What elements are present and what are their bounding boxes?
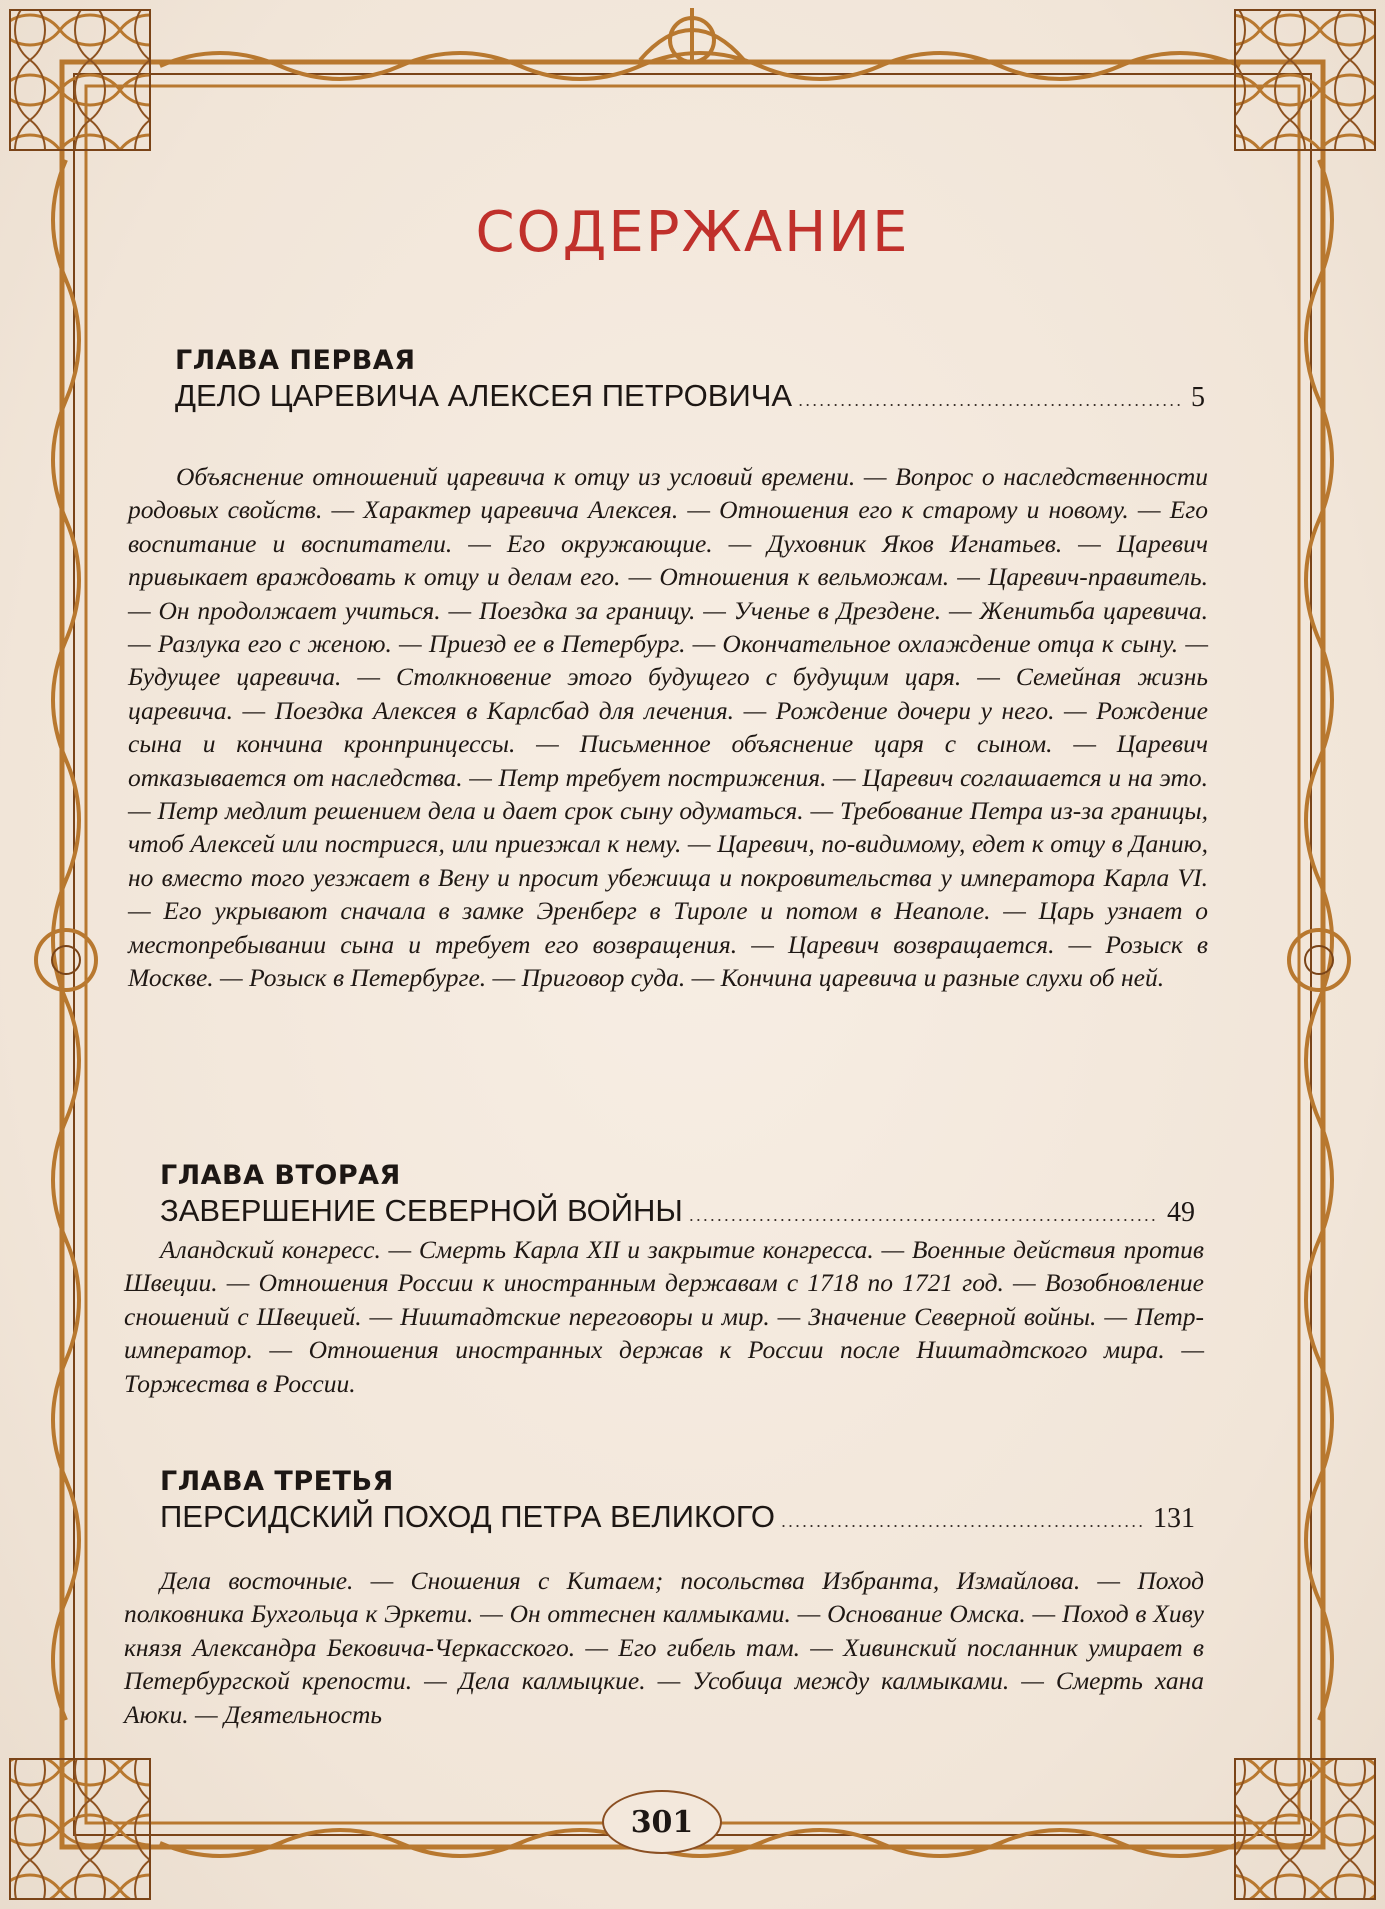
- chapter-page-number: 5: [1191, 382, 1205, 413]
- page-number-badge: 301: [602, 1790, 722, 1854]
- leader-dots: [781, 1511, 1143, 1532]
- chapter-summary: Объяснение отношений царевича к отцу из условий времени. — Вопрос о наследственности родовых свойств. — Характер царевича Алексея. — Отношения его к старому и новому. — Его воспитание и воспитатели. — Его окружающие. — Духовник Яков Игнатьев. — Царевич привыкает враждовать к отцу и делам его. — Отношения к вельможам. — Царевич-правитель. — Он продолжает учиться. — Поездка за границу. — Ученье в Дрездене. — Женитьба царевича. — Разлука его с женою. — Приезд ее в Петербург. — Окончательное охлаждение отца к сыну. — Будущее царевича. — Столкновение этого будущего с будущим царя. — Семейная жизнь царевича. — Поездка Алексея в Карлсбад для лечения. — Рождение дочери у него. — Рождение сына и кончина кронпринцессы. — Письменное объяснение царя с сыном. — Царевич отказывается от наследства. — Петр требует пострижения. — Царевич соглашается и на это. — Петр медлит решением дела и дает срок сыну одуматься. — Требование Петра из-за границы, чтоб Алексей или постригся, или приезжал к нему. — Царевич, по-видимому, едет к отцу в Данию, но вместо того уезжает в Вену и просит убежища и покровительства у императора Карла VI. — Его укрывают сначала в замке Эренберг в Тироле и потом в Неаполе. — Царь узнает о местопребывании сына и требует его возвращения. — Царевич возвращается. — Розыск в Москве. — Розыск в Петербурге. — Приговор суда. — Кончина царевича и разные слухи об ней.: [128, 462, 1208, 993]
- chapter-label: ГЛАВА ПЕРВАЯ: [175, 345, 416, 376]
- leader-dots: [689, 1205, 1157, 1226]
- chapter-title: ДЕЛО ЦАРЕВИЧА АЛЕКСЕЯ ПЕТРОВИЧА: [175, 378, 793, 413]
- toc-entry[interactable]: [175, 378, 1205, 414]
- chapter-label: ГЛАВА ТРЕТЬЯ: [160, 1466, 394, 1497]
- chapter-page-number: 131: [1153, 1503, 1195, 1534]
- chapter-summary: Дела восточные. — Сношения с Китаем; посольства Избранта, Измайлова. — Поход полковника Бухгольца к Эркети. — Он оттеснен калмыками. — Основание Омска. — Поход в Хиву князя Александра Бековича-Черкасского. — Его гибель там. — Хивинский посланник умирает в Петербургской крепости. — Дела калмыцкие. — Усобица между калмыками. — Смерть хана Аюки. — Деятельность: [124, 1566, 1204, 1729]
- chapter-summary: Аландский конгресс. — Смерть Карла XII и закрытие конгресса. — Военные действия против Швеции. — Отношения России к иностранным державам с 1718 по 1721 год. — Возобновление сношений с Швецией. — Ништадтские переговоры и мир. — Значение Северной войны. — Петр-император. — Отношения иностранных держав к России после Ништадтского мира. — Торжества в России.: [124, 1235, 1204, 1398]
- chapter-1: [175, 345, 1205, 414]
- chapter-title: ПЕРСИДСКИЙ ПОХОД ПЕТРА ВЕЛИКОГО: [160, 1499, 776, 1534]
- toc-entry[interactable]: [160, 1499, 1195, 1535]
- chapter-page-number: 49: [1167, 1197, 1195, 1228]
- chapter-label: ГЛАВА ВТОРАЯ: [160, 1160, 401, 1191]
- toc-entry[interactable]: [160, 1193, 1195, 1229]
- page-title: СОДЕРЖАНИЕ: [475, 200, 910, 265]
- chapter-title: ЗАВЕРШЕНИЕ СЕВЕРНОЙ ВОЙНЫ: [160, 1193, 683, 1228]
- leader-dots: [798, 390, 1181, 411]
- chapter-2: [160, 1160, 1195, 1229]
- chapter-3: [160, 1466, 1195, 1535]
